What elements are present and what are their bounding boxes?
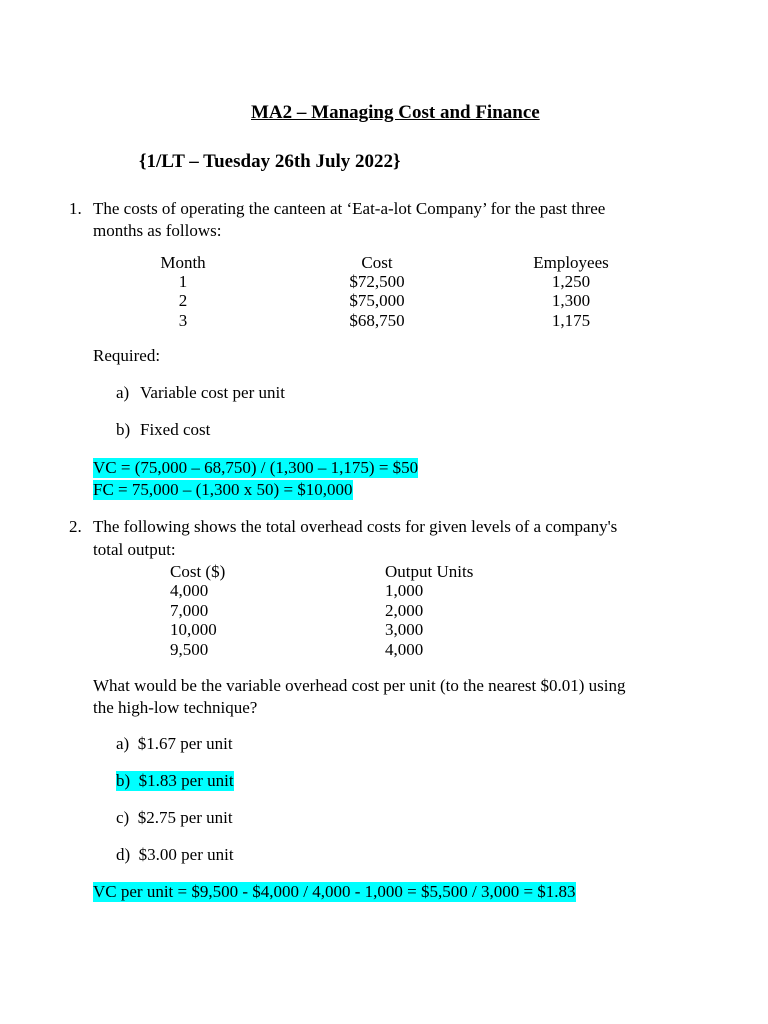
q1-table-cell: 1,300	[551, 291, 591, 310]
document-title: MA2 – Managing Cost and Finance	[251, 102, 540, 123]
q2-table-header-cost: Cost ($)	[170, 562, 226, 581]
q1-table-cell: 2	[178, 291, 188, 310]
q2-option-b-correct	[116, 771, 234, 791]
q2-question-line2: the high-low technique?	[93, 698, 258, 717]
q2-option-d	[116, 845, 234, 865]
option-text: $3.00 per unit	[138, 845, 234, 864]
q2-answer: VC per unit = $9,500 - $4,000 / 4,000 - 1,000 = $5,500 / 3,000 = $1.83	[93, 882, 576, 901]
question-2-text-line1: The following shows the total overhead costs for given levels of a company's	[93, 517, 618, 536]
option-label: d)	[116, 845, 131, 864]
q1-part-a-text: Variable cost per unit	[140, 383, 285, 402]
option-text: $1.83 per unit	[138, 771, 234, 790]
q1-table-cell: 1,175	[551, 311, 591, 330]
q1-table-cell: 1	[178, 272, 188, 291]
q1-answer-vc: VC = (75,000 – 68,750) / (1,300 – 1,175) = $50	[93, 458, 419, 477]
document-subtitle: {1/LT – Tuesday 26th July 2022}	[139, 151, 401, 172]
q2-table-cell: 9,500	[170, 640, 209, 659]
q1-table-cell: $75,000	[349, 291, 405, 310]
q1-answer-fc: FC = 75,000 – (1,300 x 50) = $10,000	[93, 480, 353, 499]
q2-table-header-output: Output Units	[385, 562, 474, 581]
q1-part-a-label: a)	[116, 383, 130, 402]
q1-part-b-text: Fixed cost	[140, 420, 211, 439]
question-2-number: 2.	[69, 517, 82, 536]
question-1-text-line2: months as follows:	[93, 221, 222, 240]
option-label: c)	[116, 808, 130, 827]
option-text: $1.67 per unit	[137, 734, 233, 753]
q1-table-header-month: Month	[160, 253, 206, 272]
q2-table-cell: 7,000	[170, 601, 209, 620]
option-text: $2.75 per unit	[137, 808, 233, 827]
option-label: a)	[116, 734, 130, 753]
q1-table-cell: $68,750	[349, 311, 405, 330]
option-label: b)	[116, 771, 131, 790]
q2-question-line1: What would be the variable overhead cost per unit (to the nearest $0.01) using	[93, 676, 626, 695]
q2-table-cell: 1,000	[385, 581, 424, 600]
q1-table-header-cost: Cost	[361, 253, 393, 272]
q1-table-cell: $72,500	[349, 272, 405, 291]
q2-option-a	[116, 734, 233, 754]
q1-part-b-label: b)	[116, 420, 131, 439]
question-1-number: 1.	[69, 199, 82, 218]
required-label: Required:	[93, 346, 161, 365]
q2-table-cell: 4,000	[170, 581, 209, 600]
q2-table-cell: 4,000	[385, 640, 424, 659]
question-1-text-line1: The costs of operating the canteen at ‘Eat-a-lot Company’ for the past three	[93, 199, 606, 218]
q2-table-cell: 3,000	[385, 620, 424, 639]
q2-option-c	[116, 808, 233, 828]
q1-table-cell: 1,250	[551, 272, 591, 291]
q2-table-cell: 2,000	[385, 601, 424, 620]
question-2-text-line2: total output:	[93, 540, 176, 559]
q1-table-cell: 3	[178, 311, 188, 330]
q2-table-cell: 10,000	[170, 620, 217, 639]
q1-table-header-employees: Employees	[533, 253, 609, 272]
